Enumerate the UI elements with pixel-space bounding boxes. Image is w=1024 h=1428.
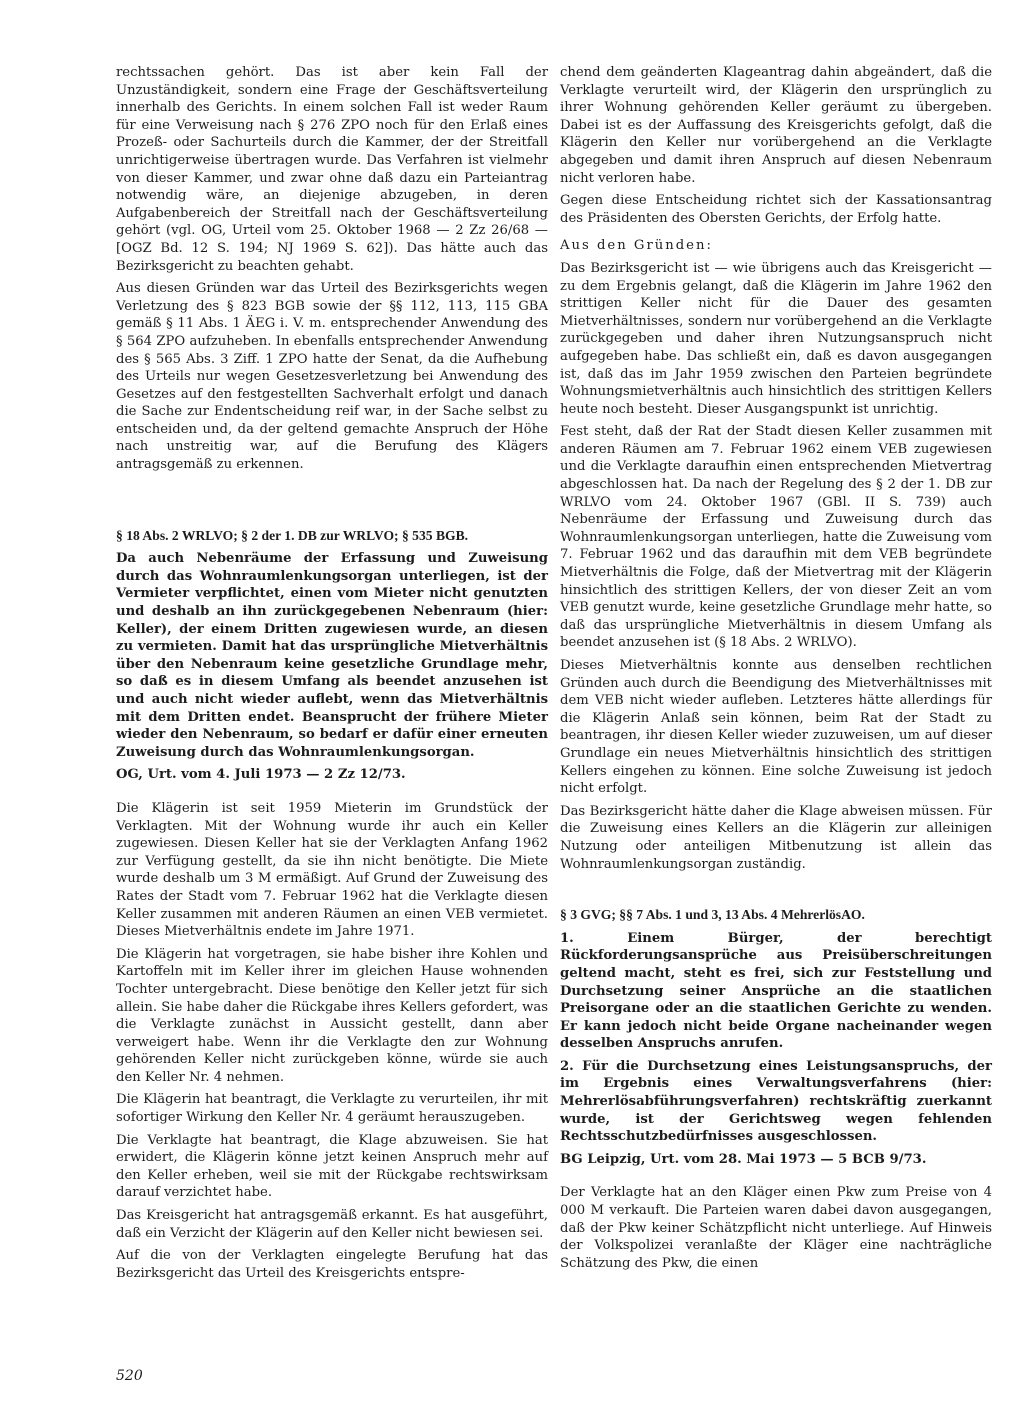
- section-heading: § 18 Abs. 2 WRLVO; § 2 der 1. DB zur WRLVO; § 535 BGB.: [116, 527, 469, 543]
- headnote: 2. Für die Durchsetzung eines Leistungsanspruchs, der im Ergebnis eines Verwaltungsverfahrens (hier: Mehrerlösabführungsverfahren) rechtskräftig zuerkannt wurde, ist der Gerichtsweg wegen fehlenden Rechtsschutzbedürfnisses ausgeschlossen.: [560, 1058, 992, 1145]
- paragraph: Fest steht, daß der Rat der Stadt diesen Keller zusammen mit anderen Räumen am 7. Februar 1962 einem VEB zugewiesen und die Verklagte daraufhin einen entsprechenden Mietvertrag abgeschlossen hat. Da nach der Regelung des § 2 der 1. DB zur WRLVO vom 24. Oktober 1967 (GBl. II S. 739) auch Nebenräume der Erfassung und Zuweisung durch das Wohnraumlenkungsorgan unterliegen, hatte die Zuweisung vom 7. Februar 1962 und das daraufhin mit dem VEB begründete Mietverhältnis die Folge, daß der Mietvertrag mit der Klägerin hinsichtlich des strittigen Kellers, der von dieser Zeit an vom VEB genutzt wurde, keine gesetzliche Grundlage mehr hatte, so daß das ursprüngliche Mietverhältnis in diesem Umfang als beendet anzusehen ist (§ 18 Abs. 2 WRLVO).: [560, 424, 992, 651]
- case-citation: OG, Urt. vom 4. Juli 1973 — 2 Zz 12/73.: [116, 767, 406, 783]
- paragraph: Die Verklagte hat beantragt, die Klage abzuweisen. Sie hat erwidert, die Klägerin könne jetzt keinen Anspruch mehr auf den Keller erheben, weil sie mit der Rückgabe rechtswirksam darauf verzichtet habe.: [116, 1132, 548, 1201]
- paragraph: rechtssachen gehört. Das ist aber kein Fall der Unzuständigkeit, sondern eine Frage der Geschäftsverteilung innerhalb des Gerichts. In einem solchen Fall ist weder Raum für eine Verweisung nach § 276 ZPO noch für den Erlaß eines Prozeß- oder Sachurteils durch die Kammer, der der Streitfall unrichtigerweise übertragen wurde. Das Verfahren ist vielmehr von dieser Kammer, und zwar ohne daß dazu ein Parteiantrag notwendig wäre, an diejenige abzugeben, in deren Aufgabenbereich der Streitfall nach der Geschäftsverteilung gehört (vgl. OG, Urteil vom 25. Oktober 1968 — 2 Zz 26/68 — [OGZ Bd. 12 S. 194; NJ 1969 S. 62]). Das hätte auch das Bezirksgericht zu beachten gehabt.: [116, 65, 548, 274]
- page-number: 520: [116, 1368, 143, 1384]
- headnote: Da auch Nebenräume der Erfassung und Zuweisung durch das Wohnraumlenkungsorgan unterliegen, ist der Vermieter verpflichtet, einen vom Mieter nicht genutzten und deshalb an ihn zurückgegebenen Nebenraum (hier: Keller), der einem Dritten zugewiesen wurde, an diesen zu vermieten. Damit hat das ursprüngliche Mietverhältnis über den Nebenraum keine gesetzliche Grundlage mehr, so daß es in diesem Umfang als beendet anzusehen ist und auch nicht wieder auflebt, wenn das Mietverhältnis mit dem Dritten endet. Beansprucht der frühere Mieter wieder den Nebenraum, so bedarf er dafür einer erneuten Zuweisung durch das Wohnraumlenkungsorgan.: [116, 551, 548, 760]
- section-gap: [116, 479, 548, 521]
- paragraph: Aus diesen Gründen war das Urteil des Bezirksgerichts wegen Verletzung des § 823 BGB sowie der §§ 112, 113, 115 GBA gemäß § 11 Abs. 1 ÄEG i. V. m. entsprechender Anwendung des § 564 ZPO aufzuheben. In ebenfalls entsprechender Anwendung des § 565 Abs. 3 Ziff. 1 ZPO hatte der Senat, da die Aufhebung des Urteils nur wegen Gesetzesverletzung bei Anwendung des Gesetzes auf den festgestellten Sachverhalt erfolgt und danach die Sache zur Endentscheidung reif war, in der Sache selbst zu entscheiden und, da der geltend gemachte Anspruch der Höhe nach unstreitig war, auf die Berufung des Klägers antragsgemäß zu erkennen.: [116, 281, 548, 473]
- left-column: [116, 64, 548, 1287]
- paragraph: Dieses Mietverhältnis konnte aus denselben rechtlichen Gründen auch durch die Beendigung des Mietverhältnisses mit dem VEB nicht wieder aufleben. Letzteres hätte allerdings für die Klägerin Anlaß sein können, beim Rat der Stadt zu beantragen, ihr diesen Keller wieder zuzuweisen, um auf dieser Grundlage ein neues Mietverhältnis hinsichtlich des strittigen Kellers eingehen zu können. Eine solche Zuweisung ist jedoch nicht erfolgt.: [560, 658, 992, 797]
- paragraph: Das Kreisgericht hat antragsgemäß erkannt. Es hat ausgeführt, daß ein Verzicht der Klägerin auf den Keller nicht bewiesen sei.: [116, 1208, 548, 1241]
- section-gap: [116, 788, 548, 800]
- paragraph: chend dem geänderten Klageantrag dahin abgeändert, daß die Verklagte verurteilt wird, der Klägerin den ursprünglich zu ihrer Wohnung gehörenden Keller geräumt zu übergeben. Dabei ist es der Auffassung des Kreisgerichts gefolgt, daß die Klägerin den Keller nur vorübergehend an die Verklagte abgegeben und damit ihren Anspruch auf diesen Nebenraum nicht verloren habe.: [560, 65, 992, 186]
- paragraph: Auf die von der Verklagten eingelegte Berufung hat das Bezirksgericht das Urteil des Kreisgerichts entspre-: [116, 1248, 548, 1281]
- section-gap: [560, 878, 992, 900]
- paragraph: Die Klägerin hat vorgetragen, sie habe bisher ihre Kohlen und Kartoffeln mit im Keller ihrer im gleichen Hause wohnenden Tochter untergebracht. Diese benötige den Keller jetzt für sich allein. Sie habe daher die Rückgabe ihres Kellers gefordert, was die Verklagte zunächst in Aussicht gestellt, dann aber verweigert habe. Wenn ihr die Verklagte den zur Wohnung gehörenden Keller nicht zurückgeben könne, würde sie auch den Keller Nr. 4 nehmen.: [116, 946, 548, 1085]
- headnote: 1. Einem Bürger, der berechtigt Rückforderungsansprüche aus Preisüberschreitungen geltend macht, steht es frei, sich zur Feststellung und Durchsetzung seiner Ansprüche an die staatlichen Preisorgane oder an die staatlichen Gerichte zu wenden. Er kann jedoch nicht beide Organe nacheinander wegen desselben Anspruchs anrufen.: [560, 930, 992, 1052]
- section-gap: [560, 1172, 992, 1184]
- paragraph: Das Bezirksgericht hätte daher die Klage abweisen müssen. Für die Zuweisung eines Kellers an die Klägerin zur alleinigen Nutzung oder anteiligen Mitbenutzung ist allein das Wohnraumlenkungsorgan zuständig.: [560, 803, 992, 872]
- right-column: [560, 64, 992, 1277]
- paragraph: Gegen diese Entscheidung richtet sich der Kassationsantrag des Präsidenten des Obersten Gerichts, der Erfolg hatte.: [560, 193, 992, 226]
- paragraph: Das Bezirksgericht ist — wie übrigens auch das Kreisgericht — zu dem Ergebnis gelangt, daß die Klägerin im Jahre 1962 den strittigen Keller nicht für die Dauer des gesamten Mietverhältnisses, sondern nur vorübergehend an die Verklagte zurückgegeben und daher ihren Nutzungsanspruch nicht aufgegeben habe. Das schließt ein, daß es davon ausgegangen ist, daß das im Jahr 1959 zwischen den Parteien begründete Wohnungsmietverhältnis auch hinsichtlich des strittigen Kellers heute noch besteht. Dieser Ausgangspunkt ist unrichtig.: [560, 260, 992, 417]
- paragraph: Die Klägerin ist seit 1959 Mieterin im Grundstück der Verklagten. Mit der Wohnung wurde ihr auch ein Keller zugewiesen. Diesen Keller hat sie der Verklagten Anfang 1962 zur Verfügung gestellt, da sie ihn nicht benötigte. Die Miete wurde deshalb um 3 M ermäßigt. Auf Grund der Zuweisung des Rates der Stadt vom 7. Februar 1962 hat die Verklagte diesen Keller zusammen mit anderen Räumen an einen VEB vermietet. Dieses Mietverhältnis endete im Jahre 1971.: [116, 800, 548, 940]
- case-citation: BG Leipzig, Urt. vom 28. Mai 1973 — 5 BCB 9/73.: [560, 1151, 927, 1167]
- paragraph: Der Verklagte hat an den Kläger einen Pkw zum Preise von 4 000 M verkauft. Die Parteien waren dabei davon ausgegangen, daß der Pkw keiner Schätzpflicht nicht unterliege. Auf Hinweis der Volkspolizei veranlaßte der Kläger eine nachträgliche Schätzung des Pkw, die einen: [560, 1185, 992, 1271]
- grounds-heading: Aus den Gründen:: [560, 238, 713, 254]
- paragraph: Die Klägerin hat beantragt, die Verklagte zu verurteilen, ihr mit sofortiger Wirkung den Keller Nr. 4 geräumt herauszugeben.: [116, 1092, 548, 1126]
- section-heading: § 3 GVG; §§ 7 Abs. 1 und 3, 13 Abs. 4 MehrerlösAO.: [560, 907, 865, 923]
